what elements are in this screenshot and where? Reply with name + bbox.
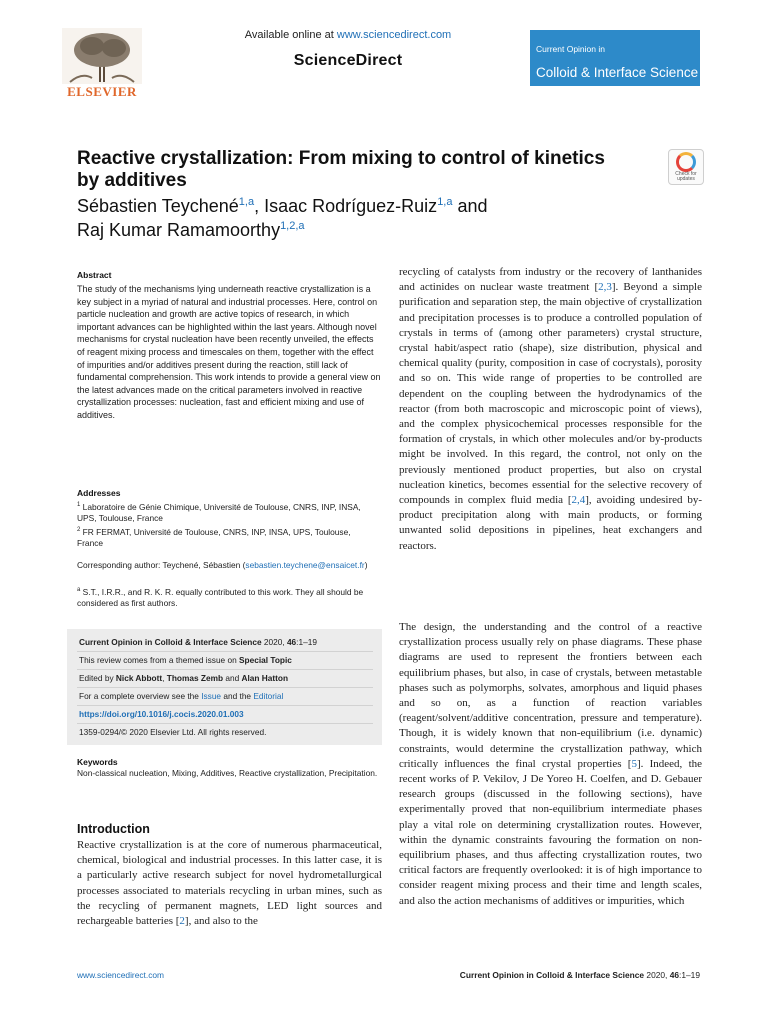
footer-year: 2020,	[644, 970, 670, 980]
doi-link[interactable]: https://doi.org/10.1016/j.cocis.2020.01.003	[79, 709, 244, 719]
sciencedirect-wordmark: ScienceDirect	[293, 52, 403, 69]
overview-mid: and the	[221, 691, 254, 701]
intro-tail: ], and also to the	[184, 915, 258, 928]
sciencedirect-link[interactable]: www.sciencedirect.com	[336, 29, 452, 41]
introduction-heading: Introduction	[77, 822, 150, 836]
journal-banner-title: Colloid & Interface Science	[536, 65, 699, 80]
editor-sep: and	[223, 673, 242, 683]
footer-sciencedirect-link[interactable]: www.sciencedirect.com	[77, 970, 165, 980]
corr-prefix: Corresponding author: Teychené, Sébastien (	[77, 560, 246, 570]
corr-email-link[interactable]: sebastien.teychene@ensaicet.fr	[245, 560, 365, 570]
author-list	[77, 194, 637, 242]
editorial-link[interactable]: Editorial	[253, 691, 284, 701]
note-text: S.T., I.R.R., and R. K. R. equally contributed to this work. They all should be considered as first authors.	[77, 586, 364, 609]
elsevier-wordmark: ELSEVIER	[67, 84, 137, 99]
footer-pages: :1–19	[679, 970, 700, 980]
info-divider	[77, 705, 373, 706]
info-pages: :1–19	[296, 637, 317, 647]
author-sep: ,	[254, 196, 265, 216]
info-themed-line	[79, 655, 292, 665]
editor-name: Thomas Zemb	[166, 673, 224, 683]
corr-suffix: )	[364, 560, 368, 570]
address-marker: 1	[77, 502, 81, 508]
citation-link[interactable]: 2,3	[598, 281, 612, 294]
footer-journal: Current Opinion in Colloid & Interface Science	[459, 970, 645, 980]
overview-prefix: For a complete overview see the	[79, 691, 202, 701]
info-divider	[77, 669, 373, 670]
p1-text-a: recycling of catalysts from industry or the recovery of lanthanides and actinides on nuclear waste treatment [	[399, 266, 702, 294]
check-for-updates-badge[interactable]	[668, 149, 704, 185]
article-title: Reactive crystallization: From mixing to control of kinetics by additives	[77, 148, 605, 191]
corresponding-author	[77, 560, 377, 572]
footer-volume: 46	[669, 970, 680, 980]
citation-link[interactable]: 2,4	[571, 494, 586, 507]
p2-text-a: The design, the understanding and the control of a reactive crystallization process usually rely on phase diagrams. These phase diagrams are used to represent the frontiers between each equilibrium phases, but also, in case of crystals, between metastable phases such as polymorphs, solvates, amorphous and liquid phases and so on, as a function of reaction variables (reagent/solvent/additive concentration, pressure and temperature). Though, it is widely known that non-equilibrium (i.e. dynamic) constraints, would determine the crystallization pathway, which critically influences the final crystal properties [	[399, 621, 702, 770]
author-affil[interactable]: 1,a	[238, 196, 255, 208]
edited-prefix: Edited by	[79, 673, 116, 683]
issue-link[interactable]: Issue	[201, 691, 222, 701]
introduction-text	[77, 838, 382, 929]
info-divider	[77, 723, 373, 724]
info-divider	[77, 687, 373, 688]
journal-banner-small: Current Opinion in	[536, 44, 605, 54]
p1-text-c: ], avoiding undesired by-product precipitation along with main products, or forming unwanted solid depositions in pipelines, heat exchangers and reactors.	[399, 494, 702, 552]
editor-sep: ,	[162, 673, 167, 683]
info-copyright: 1359-0294/© 2020 Elsevier Ltd. All rights reserved.	[79, 727, 267, 737]
info-year: 2020,	[261, 637, 287, 647]
journal-banner	[530, 30, 700, 86]
addresses-heading: Addresses	[77, 488, 121, 498]
info-journal-line	[79, 637, 317, 647]
author-name[interactable]: Sébastien Teychené	[77, 196, 239, 216]
keywords-heading: Keywords	[77, 757, 118, 767]
author-name[interactable]: Raj Kumar Ramamoorthy	[77, 220, 281, 240]
info-editors-line	[79, 673, 288, 683]
body-paragraph-1	[399, 265, 702, 554]
p1-text-b: ]. Beyond a simple purification and separation step, the main objective of crystallization and precipitation processes is to produce a controlled population of crystals in terms of (among other parameters) crystal structure, crystal habit/aspect ratio (shape), size distribution, physical and chemical quality (purity, composition in case of cocrystals), porosity and so on. This wide range of properties to be controlled are dependent on the coupling between the hydrodynamics of the reactor (from both macroscopic and microscopic point of views), and the complex physicochemical processes responsible for the formation of crystals, in which other molecules and/or by-products might be involved. In this regard, the control, not only on the previously mentioned product properties, but also on crystal nucleation kinetics, becomes essential for the selective recovery of compounds in complex fluid media [	[399, 281, 702, 507]
check-updates-label: Check for updates	[675, 171, 697, 182]
available-prefix: Available online at	[244, 29, 337, 41]
address-marker: 2	[77, 526, 81, 533]
info-journal: Current Opinion in Colloid & Interface Science	[79, 637, 262, 647]
addresses	[77, 500, 377, 550]
note-marker: a	[77, 587, 81, 593]
keywords-text: Non-classical nucleation, Mixing, Additives, Reactive crystallization, Precipitation.	[77, 768, 378, 778]
author-affil[interactable]: 1,2,a	[280, 220, 305, 232]
address-line: Laboratoire de Génie Chimique, Université de Toulouse, CNRS, INP, INSA, UPS, Toulouse, France	[77, 501, 361, 524]
editor-name: Alan Hatton	[241, 673, 289, 683]
article-info-box	[67, 629, 382, 745]
p2-text-b: ]. Indeed, the recent works of P. Vekilov, J De Yoreo H. Coelfen, and D. Gebauer research groups (discussed in the following sections), have experimentally proved that non-equilibrium intermediate phases play a vital role on determining crystallization routes. However, within the dynamic constraints favouring the formation on non-equilibrium phases, and thus affecting crystallization routes, two critical factors are frequently overlooked: it is of high importance to consider reagent mixing process and their time and length scales, and also the action mechanisms of additives or impurities, which	[399, 757, 703, 907]
editor-name: Nick Abbott	[115, 673, 163, 683]
info-overview-line	[79, 691, 283, 701]
equal-contribution-note	[77, 585, 377, 610]
citation-link[interactable]: 5	[631, 757, 637, 770]
author-affil[interactable]: 1,a	[437, 196, 453, 208]
themed-topic: Special Topic	[239, 655, 292, 665]
footer-citation	[420, 970, 700, 980]
citation-link[interactable]: 2	[179, 915, 185, 928]
abstract-text: The study of the mechanisms lying underneath reactive crystallization is a key subject in a myriad of natural and industrial processes. Here, control on particle nucleation and growth are active topics of research, in which important advances can be highlighted within the last years. Although novel mechanisms for crystal nucleation have been recently unveiled, the effects of reagent mixing process and timescales on them, together with the effect of impurities and/or additives present during the reaction, still lack of fundamental comprehension. This work intends to provide a general view on the latest advances made on the critical parameters involved in reactive crystallization processes: nucleation, fast and efficient mixing and use of additives.	[77, 284, 381, 420]
body-paragraph-2	[399, 620, 702, 909]
info-doi-line	[79, 709, 244, 719]
check-updates-icon	[676, 152, 696, 172]
address-line: FR FERMAT, Université de Toulouse, CNRS, INP, INSA, UPS, Toulouse, France	[77, 526, 351, 549]
abstract-heading: Abstract	[77, 270, 112, 280]
themed-prefix: This review comes from a themed issue on	[79, 655, 240, 665]
info-divider	[77, 651, 373, 652]
available-online	[218, 29, 478, 41]
author-sep: and	[452, 196, 488, 216]
intro-body: Reactive crystallization is at the core of numerous pharmaceutical, chemical, biological and industrial processes. In this latter case, it is a particularly active research subject for novel hydrometallurgical processes associated to materials recycling in urban mines, such as the recycling of permanent magnets, LED light sources and rechargeable batteries [	[77, 839, 382, 928]
author-name[interactable]: Isaac Rodríguez-Ruiz	[264, 196, 438, 216]
info-volume: 46	[286, 637, 297, 647]
